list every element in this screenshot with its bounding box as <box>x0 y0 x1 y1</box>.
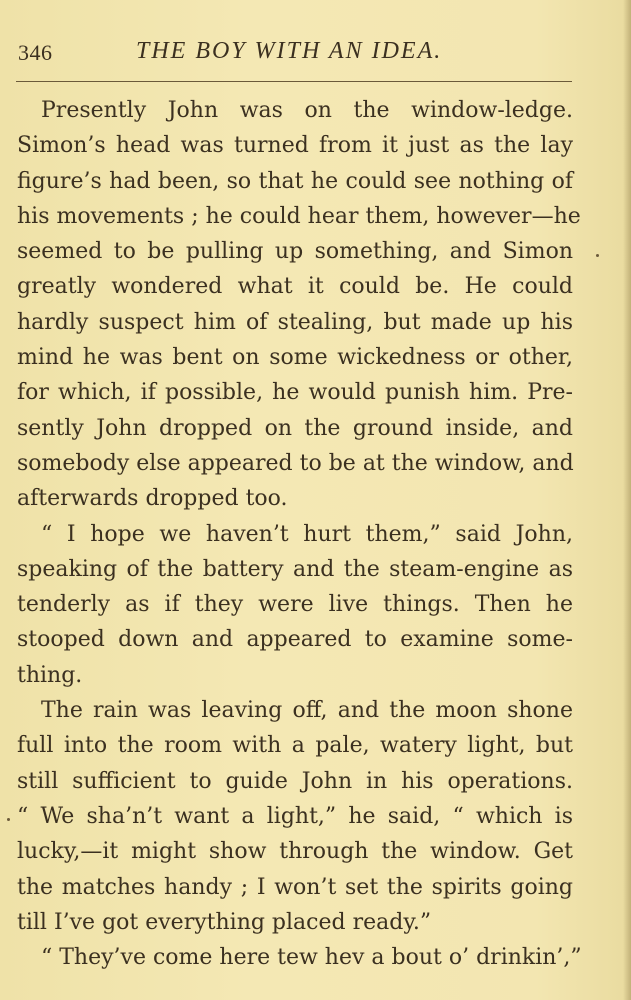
text-line: his movements ; he could hear them, however—he <box>17 203 581 229</box>
text-line: “ I hope we haven’t hurt them,” said John, <box>41 521 573 547</box>
text-line: lucky,—it might show through the window. Get <box>17 839 573 865</box>
text-line: sently John dropped on the ground inside, and <box>17 415 573 441</box>
text-line: The rain was leaving off, and the moon shone <box>41 698 573 724</box>
text-line: speaking of the battery and the steam-engine as <box>17 556 573 582</box>
text-line: hardly suspect him of stealing, but made up his <box>17 309 573 335</box>
text-line: “ We sha’n’t want a light,” he said, “ which is <box>17 803 573 829</box>
text-line: “ They’ve come here tew hev a bout o’ drinkin’,” <box>41 945 582 971</box>
page-header <box>18 36 578 68</box>
text-line: for which, if possible, he would punish him. Pre- <box>17 380 573 406</box>
text-line: stooped down and appeared to examine some- <box>17 627 573 653</box>
text-line: the matches handy ; I won’t set the spirits going <box>17 874 573 900</box>
text-line: tenderly as if they were live things. Then he <box>17 592 573 618</box>
paragraph-4 <box>17 940 582 975</box>
text-line: till I’ve got everything placed ready.” <box>17 909 432 935</box>
margin-speck <box>596 254 599 257</box>
body-text <box>17 93 582 975</box>
text-line: greatly wondered what it could be. He could <box>17 274 573 300</box>
header-rule <box>16 81 572 82</box>
paragraph-1 <box>17 93 581 517</box>
text-line: still sufficient to guide John in his operations. <box>17 768 573 794</box>
text-line: afterwards dropped too. <box>17 486 288 512</box>
page-number: 346 <box>18 40 53 65</box>
text-line: thing. <box>17 662 83 688</box>
margin-speck <box>7 818 10 821</box>
paragraph-2 <box>17 517 573 693</box>
text-line: somebody else appeared to be at the window, and <box>17 450 574 476</box>
text-line: mind he was bent on some wickedness or other, <box>17 345 573 371</box>
text-line: Simon’s head was turned from it just as the lay <box>17 133 573 159</box>
text-line: figure’s had been, so that he could see nothing of <box>17 168 573 194</box>
page-edge-shadow <box>623 0 631 1000</box>
paragraph-3 <box>17 693 573 940</box>
text-line: Presently John was on the window-ledge. <box>41 98 573 123</box>
running-head: THE BOY WITH AN IDEA. <box>136 38 443 64</box>
text-line: full into the room with a pale, watery light, but <box>17 733 573 759</box>
text-line: seemed to be pulling up something, and Simon <box>17 239 573 265</box>
